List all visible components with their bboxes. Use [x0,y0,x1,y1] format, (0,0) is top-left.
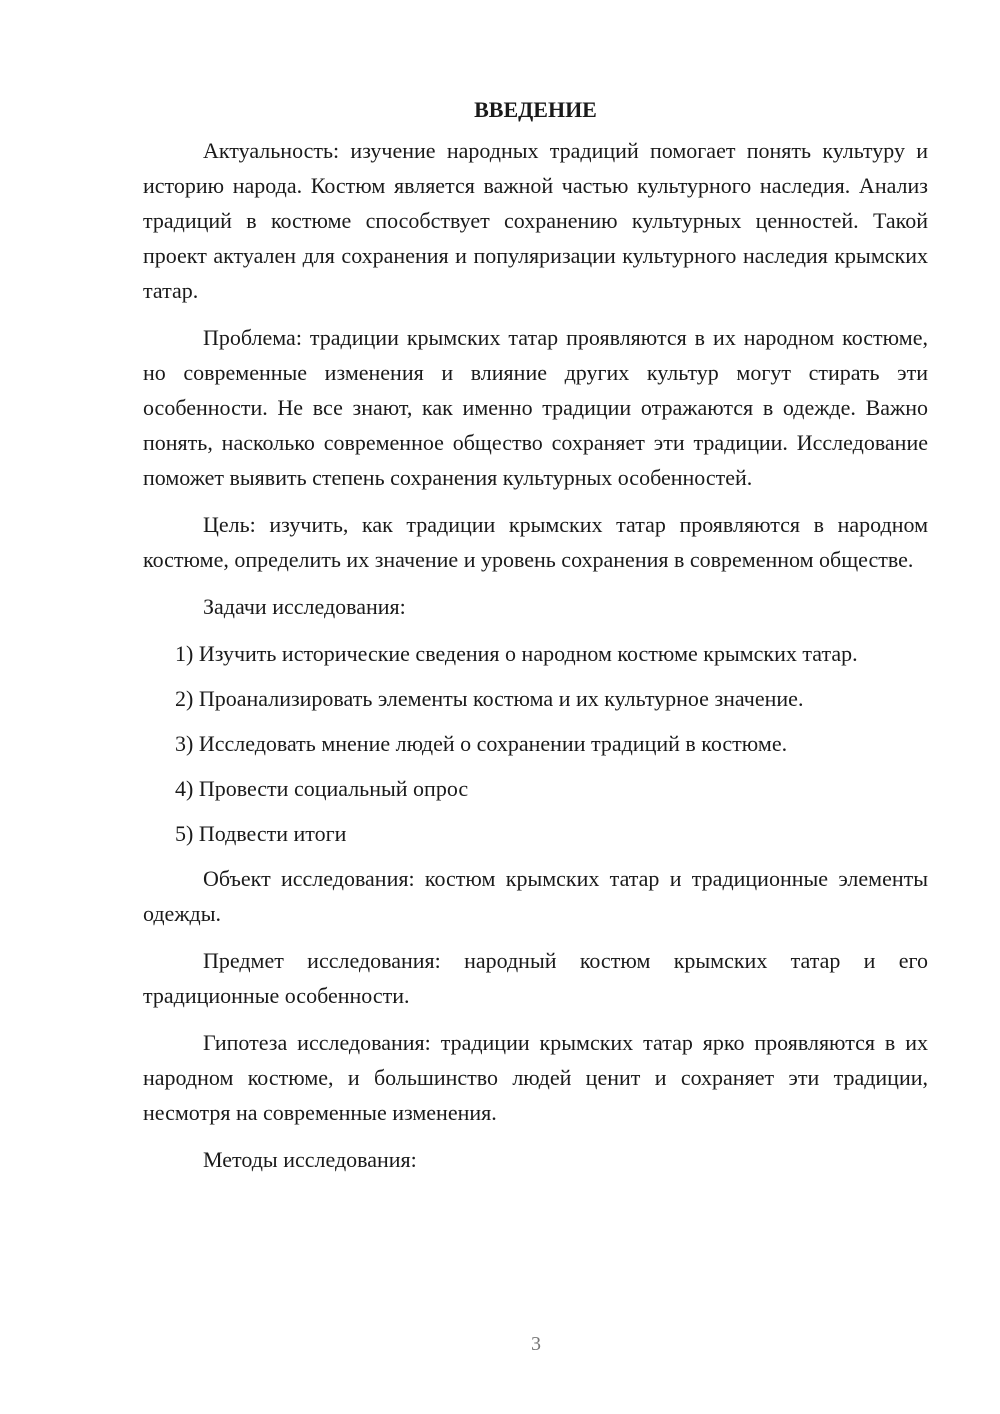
paragraph-tasks-title: Задачи исследования: [203,594,406,619]
paragraph-goal: Цель: изучить, как традиции крымских татар проявляются в народном костюме, определить их значение и уровень сохранения в современном обществе. [143,512,928,572]
page-number: 3 [531,1333,541,1355]
list-item: 2) Проанализировать элементы костюма и их культурное значение. [175,686,804,711]
document-page [143,92,928,1189]
paragraph-hypothesis: Гипотеза исследования: традиции крымских татар ярко проявляются в их народном костюме, и большинство людей ценит и сохраняет эти традиции, несмотря на современные изменения. [143,1030,928,1125]
list-item: 1) Изучить исторические сведения о народном костюме крымских татар. [175,641,858,666]
paragraph-methods-title: Методы исследования: [203,1147,417,1172]
list-item: 4) Провести социальный опрос [175,776,469,801]
list-item: 3) Исследовать мнение людей о сохранении традиций в костюме. [175,731,788,756]
paragraph-relevance: Актуальность: изучение народных традиций помогает понять культуру и историю народа. Костюм является важной частью культурного наследия. Анализ традиций в костюме способствует сохранению культурных ценностей. Такой проект актуален для сохранения и популяризации культурного наследия крымских татар. [143,138,928,303]
paragraph-object: Объект исследования: костюм крымских татар и традиционные элементы одежды. [143,866,928,926]
section-heading: ВВЕДЕНИЕ [474,97,597,122]
paragraph-subject: Предмет исследования: народный костюм крымских татар и его традиционные особенности. [143,948,928,1008]
tasks-list [143,636,928,851]
paragraph-problem: Проблема: традиции крымских татар проявляются в их народном костюме, но современные изменения и влияние других культур могут стирать эти особенности. Не все знают, как именно традиции отражаются в одежде. Важно понять, насколько современное общество сохраняет эти традиции. Исследование поможет выявить степень сохранения культурных особенностей. [143,325,928,490]
list-item: 5) Подвести итоги [175,821,347,846]
